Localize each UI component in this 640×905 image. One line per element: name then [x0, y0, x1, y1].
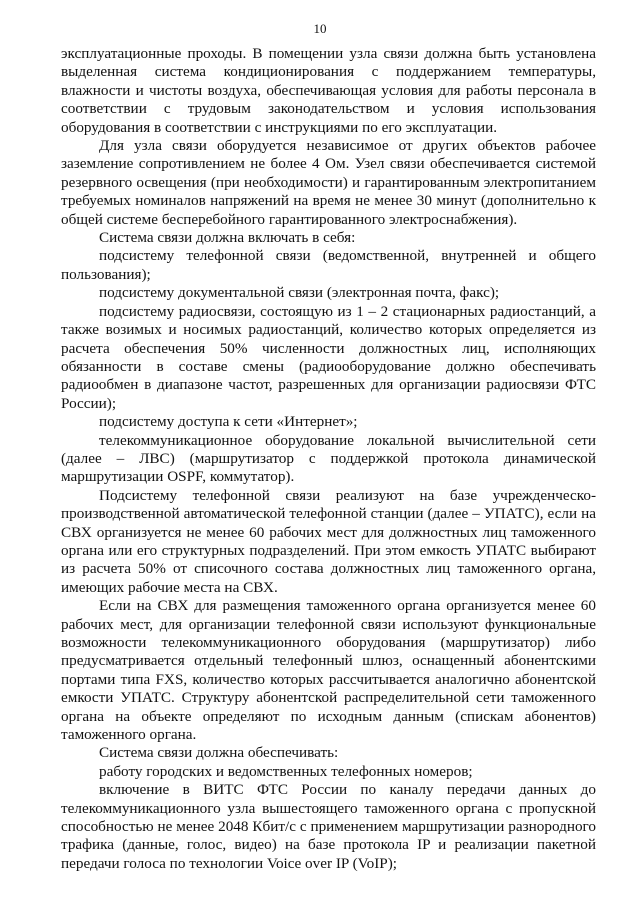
list-item-vits: включение в ВИТС ФТС России по каналу передачи данных до телекоммуникационного узла вышестоящего таможенного органа с пропускной способностью не менее 2048 Кбит/с с применением маршрутизации разнородного трафика (данные, голос, видео) на базе протокола IP и реализации пакетной передачи голоса по технологии Voice over IP (VoIP); — [61, 781, 596, 872]
page-number: 10 — [313, 21, 327, 36]
paragraph-1: эксплуатационные проходы. В помещении узла связи должна быть установлена выделенная система кондиционирования с поддержанием температуры, влажности и чистоты воздуха, обеспечивающая условия для работы персонала в соответствии с трудовым законодательством и условия использования оборудования в соответствии с инструкциями по его эксплуатации. — [61, 45, 596, 136]
list-item-telephone: подсистему телефонной связи (ведомственной, внутренней и общего пользования); — [61, 247, 596, 283]
list-item-radio: подсистему радиосвязи, состоящую из 1 – 2 стационарных радиостанций, а также возимых и носимых радиостанций, количество которых определяется из расчета обеспечения 50% численности должностных лиц, исполняющих обязанности в составе смены (радиооборудование должно обеспечивать радиообмен в диапазоне частот, разрешенных для организации радиосвязи ФТС России); — [61, 302, 596, 412]
list-item-numbers: работу городских и ведомственных телефонных номеров; — [99, 762, 473, 780]
document-body — [61, 45, 596, 873]
paragraph-upats: Подсистему телефонной связи реализуют на базе учрежденческо-производственной автоматической телефонной станции (далее – УПАТС), если на СВХ организуется не менее 60 рабочих мест для должностных лиц таможенного органа или его структурных подразделений. При этом емкость УПАТС выбирают из расчета 50% от списочного состава должностных лиц таможенного органа, имеющих рабочие места на СВХ. — [61, 486, 596, 596]
paragraph-fxs: Если на СВХ для размещения таможенного органа организуется менее 60 рабочих мест, для организации телефонной связи используют функциональные возможности телекоммуникационного оборудования (маршрутизатор) либо предусматривается отдельный телефонный шлюз, оснащенный абонентскими портами типа FXS, количество которых рассчитывается аналогично абонентской емкости УПАТС. Структуру абонентской распределительной сети таможенного органа на объекте определяют по исходным данным (спискам абонентов) таможенного органа. — [61, 597, 596, 744]
paragraph-3: Система связи должна включать в себя: — [99, 229, 356, 247]
list-item-internet: подсистему доступа к сети «Интернет»; — [99, 413, 358, 431]
list-item-lan: телекоммуникационное оборудование локальной вычислительной сети (далее – ЛВС) (маршрутизатор с поддержкой протокола динамической маршрутизации OSPF, коммутатор). — [61, 431, 596, 486]
paragraph-requirements: Система связи должна обеспечивать: — [99, 744, 339, 762]
paragraph-2: Для узла связи оборудуется независимое от других объектов рабочее заземление сопротивлением не более 4 Ом. Узел связи обеспечивается системой резервного освещения (при необходимости) и гарантированным электропитанием требуемых номиналов напряжений на время не менее 30 минут (дополнительно к общей системе бесперебойного гарантированного электроснабжения). — [61, 137, 596, 228]
list-item-documentary: подсистему документальной связи (электронная почта, факс); — [99, 284, 500, 302]
